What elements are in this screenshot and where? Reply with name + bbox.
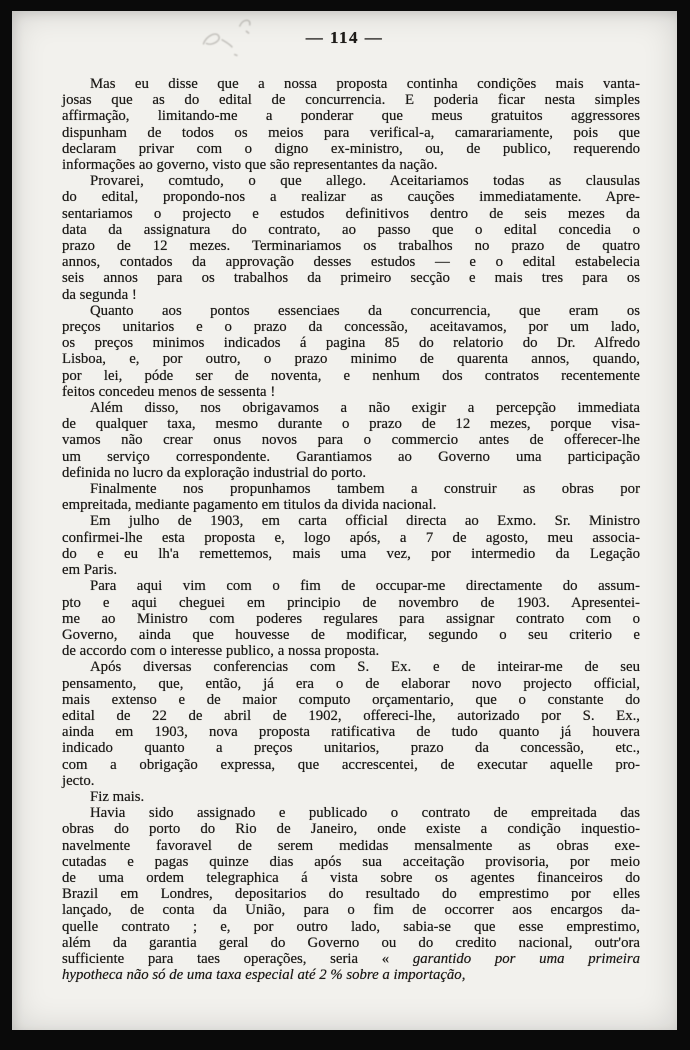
text-line: Mas eu disse que a nossa proposta continha condições mais vanta- (90, 76, 640, 92)
text-line: prazo de 12 mezes. Terminariamos os trabalhos no prazo de quatro (62, 238, 640, 255)
text-line: Fiz mais. (90, 788, 145, 805)
paragraph (62, 76, 640, 173)
text-line: seis annos para os trabalhos da primeiro secção e mais tres para os (62, 270, 640, 287)
text-line: indicado quanto a preços unitarios, prazo da concessão, etc., (62, 740, 640, 757)
text-line: confirmei-lhe esta proposta e, logo após, a 7 de agosto, meu associa- (62, 529, 640, 546)
text-line: affirmação, limitando-me a ponderar que meus gratuitos aggressores (62, 108, 640, 125)
text-line: Governo, ainda que houvesse de modificar, segundo o seu criterio e (62, 626, 640, 643)
text-line (62, 967, 640, 983)
text-line: mais extenso e de maior computo orçamentario, que o constante do (62, 691, 640, 708)
paragraph (62, 481, 640, 513)
text-line: dispunham de todos os meios para verifical-a, camarariamente, pois que (62, 124, 640, 141)
page-number-header: — 114 — (305, 28, 384, 47)
paragraph (62, 578, 640, 659)
text-line: edital de 22 de abril de 1902, offereci-lhe, autorizado por S. Ex., (62, 707, 640, 724)
paragraph (62, 303, 640, 400)
text-line: com a obrigação expressa, que accrescentei, de executar aquelle pro- (62, 756, 640, 773)
text-line: data da assignatura do contrato, ao passo que o edital concedia o (62, 221, 640, 238)
text-line: definida no lucro da exploração industrial do porto. (62, 464, 367, 481)
text-line: ainda em 1903, nova proposta ratificativa de tudo quanto já houvera (62, 724, 640, 741)
text-line: Em julho de 1903, em carta official directa ao Exmo. Sr. Ministro (90, 513, 640, 530)
text-line: sentariamos o projecto e estudos definitivos dentro de seis mezes da (62, 205, 640, 222)
text-line: Além disso, nos obrigavamos a não exigir a percepção immediata (90, 400, 640, 417)
text-line: declaram privar com o digno ex-ministro, ou, de publico, requerendo (62, 140, 640, 157)
text-line: da segunda ! (62, 286, 137, 303)
text-line: annos, contados da approvação desses estudos — e o edital estabelecia (62, 254, 640, 271)
text-line: os preços minimos indicados á pagina 85 do relatorio do Dr. Alfredo (62, 335, 640, 352)
text-line: em Paris. (62, 562, 118, 579)
text-line: cutadas e pagas quinze dias após sua acceitação provisoria, por meio (62, 853, 640, 870)
paragraph (62, 173, 640, 303)
text-line: vamos não crear onus novos para o commercio antes de offerecer-lhe (62, 432, 640, 449)
text-line: pensamento, que, então, já era o de elaborar novo projecto official, (62, 675, 640, 692)
page-body (62, 76, 640, 983)
text-line: preços unitarios e o prazo da concessão, aceitavamos, por um lado, (62, 319, 640, 336)
text-line: por lei, póde ser de noventa, e nenhum dos contratos recentemente (62, 367, 640, 384)
paragraph (62, 789, 640, 805)
text-line: Brazil em Londres, depositarios do resultado do emprestimo por elles (62, 886, 640, 903)
text-line: Lisboa, e, por outro, o prazo minimo de quarenta annos, quando, (62, 351, 640, 368)
text-line: Quanto aos pontos essenciaes da concurrencia, que eram os (90, 302, 640, 319)
text-line: além da garantia geral do Governo ou do credito nacional, outr'ora (62, 934, 640, 951)
paragraph (62, 805, 640, 983)
paragraph (62, 513, 640, 578)
paragraph (62, 659, 640, 789)
text-line: pto e aqui cheguei em principio de novembro de 1903. Apresentei- (62, 594, 640, 611)
text-line: jecto. (62, 772, 95, 789)
italic-quote-segment: garantido por uma primeira (412, 950, 640, 967)
text-line: lançado, de conta da União, para o fim de occorrer aos encargos da- (62, 902, 640, 919)
text-segment: sufficiente para taes operações, seria « (62, 950, 413, 967)
book-page (12, 11, 677, 1030)
text-line: informações ao governo, visto que são representantes da nação. (62, 157, 438, 174)
text-line: me ao Ministro com poderes regulares para assignar contrato com o (62, 610, 640, 627)
italic-quote-segment: hypotheca não só de uma taxa especial até 2 % sobre a importação, (62, 967, 466, 984)
text-line: Provarei, comtudo, o que allego. Aceitariamos todas as clausulas (90, 173, 640, 190)
text-line: de uma ordem telegraphica á vista sobre os agentes financeiros do (62, 869, 640, 886)
text-line: navelmente favoravel de serem medidas mensalmente as obras exe- (62, 837, 640, 854)
text-line: Finalmente nos propunhamos tambem a construir as obras por (90, 481, 640, 498)
text-line: um serviço correspondente. Garantiamos ao Governo uma participação (62, 448, 640, 465)
text-line: quelle contrato ; e, por outro lado, sabia-se que esse emprestimo, (62, 918, 640, 935)
text-line: Após diversas conferencias com S. Ex. e de inteirar-me de seu (90, 659, 640, 676)
text-line: josas que as do edital de concurrencia. E poderia ficar nesta simples (62, 92, 640, 109)
text-line: Para aqui vim com o fim de occupar-me directamente do assum- (90, 578, 640, 595)
text-line (62, 951, 640, 967)
text-line: obras do porto do Rio de Janeiro, onde existe a condição inquestio- (62, 821, 640, 838)
text-line: do e eu lh'a remettemos, mais uma vez, por intermedio da Legação (62, 545, 640, 562)
text-line: do edital, propondo-nos a realizar as cauções immediatamente. Apre- (62, 189, 640, 206)
text-line: feitos concedeu menos de sessenta ! (62, 383, 276, 400)
text-line: empreitada, mediante pagamento em titulos da divida nacional. (62, 497, 437, 514)
paragraph (62, 400, 640, 481)
text-line: de accordo com o interesse publico, a nossa proposta. (62, 643, 380, 660)
text-line: Havia sido assignado e publicado o contrato de empreitada das (90, 805, 640, 822)
text-line: de qualquer taxa, mesmo durante o prazo de 12 mezes, porque visa- (62, 416, 640, 433)
